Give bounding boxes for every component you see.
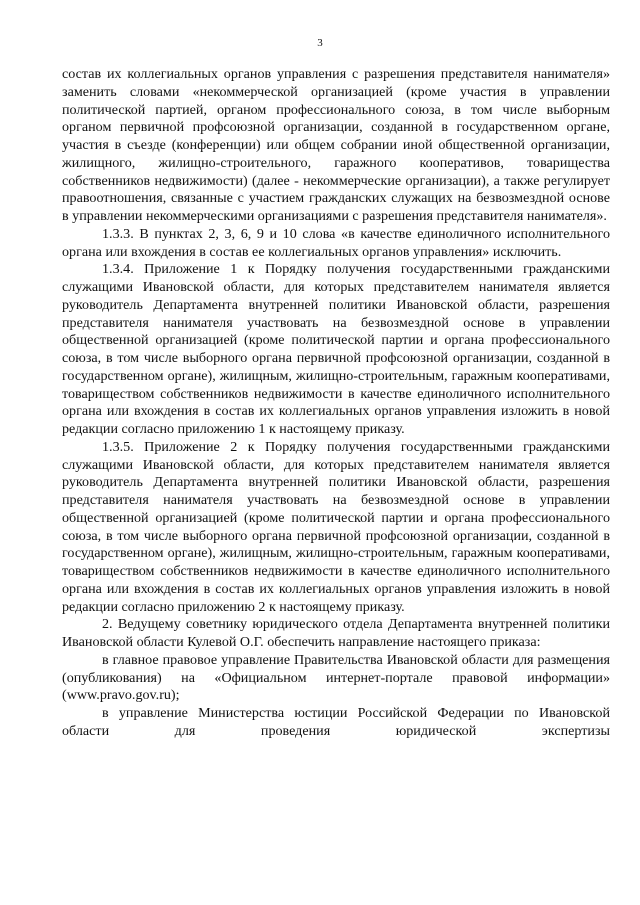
- page-number: 3: [317, 37, 323, 49]
- paragraph-1-3-4: 1.3.4. Приложение 1 к Порядку получения государственными гражданскими служащими Ивановской области, для которых представителем нанимателя является руководитель Департамента внутренней политики Ивановской области, разрешения представителя нанимателя участвовать на безвозмездной основе в управлении общественной организацией (кроме политической партии и органа профессионального союза, в том числе выборного органа первичной профсоюзной организации, созданной в государственном органе), жилищным, жилищно-строительным, гаражным кооперативами, товариществом собственников недвижимости в качестве единоличного исполнительного органа или вхождения в состав их коллегиальных органов управления изложить в новой редакции согласно приложению 1 к настоящему приказу.: [62, 261, 610, 437]
- paragraph-recipient-justice-ministry: в управление Министерства юстиции Российской Федерации по Ивановской области для проведения юридической экспертизы: [62, 705, 610, 739]
- paragraph-continuation: состав их коллегиальных органов управления с разрешения представителя нанимателя» заменить словами «некоммерческой организацией (кроме участия в управлении политической партией, органом профессионального союза, в том числе выборным органом первичной профсоюзной организации, созданной в государственном органе, участия в съезде (конференции) или общем собрании иной общественной организации, жилищного, жилищно-строительного, гаражного кооперативов, товарищества собственников недвижимости) (далее - некоммерческие организации), а также регулирует правоотношения, связанные с участием гражданских служащих на безвозмездной основе в управлении некоммерческими организациями с разрешения представителя нанимателя».: [62, 66, 610, 224]
- paragraph-recipient-legal-department: в главное правовое управление Правительства Ивановской области для размещения (опубликования) на «Официальном интернет-портале правовой информации» (www.pravo.gov.ru);: [62, 651, 610, 704]
- paragraph-2: 2. Ведущему советнику юридического отдела Департамента внутренней политики Ивановской области Кулевой О.Г. обеспечить направление настоящего приказа:: [62, 616, 610, 650]
- document-body: [62, 66, 610, 741]
- paragraph-1-3-5: 1.3.5. Приложение 2 к Порядку получения государственными гражданскими служащими Ивановской области, для которых представителем нанимателя является руководитель Департамента внутренней политики Ивановской области, разрешения представителя нанимателя участвовать на безвозмездной основе в управлении общественной организацией (кроме политической партии и органа профессионального союза, в том числе выборного органа первичной профсоюзной организации, созданной в государственном органе), жилищным, жилищно-строительным, гаражным кооперативами, товариществом собственников недвижимости в качестве единоличного исполнительного органа или вхождения в состав их коллегиальных органов управления изложить в новой редакции согласно приложению 2 к настоящему приказу.: [62, 438, 610, 615]
- paragraph-1-3-3: 1.3.3. В пунктах 2, 3, 6, 9 и 10 слова «в качестве единоличного исполнительного органа или вхождения в состав ее коллегиальных органов управления» исключить.: [62, 225, 610, 260]
